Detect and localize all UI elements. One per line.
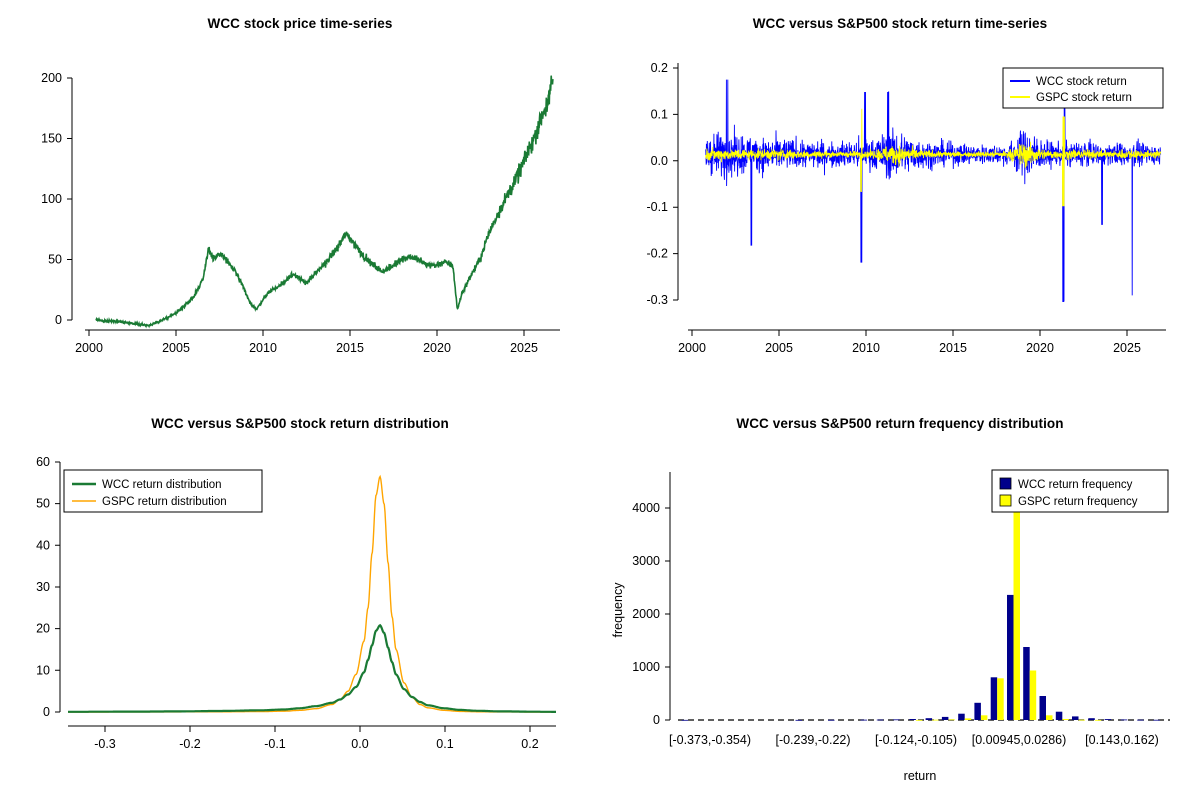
bar-wcc (877, 720, 884, 721)
legend-label-wcc: WCC stock return (1036, 76, 1127, 88)
panel-title-return-freq: WCC versus S&P500 return frequency distribution (736, 416, 1064, 431)
bar-wcc (861, 720, 868, 721)
y-tick-label: 4000 (632, 501, 660, 515)
y-tick-label: 150 (41, 131, 62, 146)
x-tick-label: 0.0 (351, 737, 369, 751)
series-line-wcc-density (68, 625, 556, 712)
bar-gspc (981, 715, 988, 720)
panel-return-frequency (600, 400, 1200, 800)
bar-wcc (682, 720, 689, 721)
x-tick-label: 2010 (249, 341, 277, 355)
x-tick-label: 2000 (75, 341, 103, 355)
bar-group (682, 483, 1160, 721)
bar-wcc (828, 720, 835, 721)
plot-return-timeseries (600, 0, 1200, 400)
y-tick-label: 0.1 (650, 107, 668, 122)
x-tick-label: 2020 (423, 341, 451, 355)
y-tick-label: -0.1 (646, 200, 668, 215)
bar-gspc (1062, 719, 1069, 720)
bar-wcc (991, 677, 998, 720)
x-tick-label: [-0.373,-0.354) (669, 733, 751, 747)
x-tick-label: 2005 (162, 341, 190, 355)
x-tick-label: 0.1 (436, 737, 454, 751)
bar-gspc (1095, 720, 1102, 721)
bar-gspc (1079, 720, 1086, 721)
panel-return-distribution (0, 400, 600, 800)
x-tick-label: 0.2 (521, 737, 539, 751)
bar-wcc (926, 718, 933, 720)
y-tick-label: 20 (36, 621, 50, 636)
bar-wcc (1137, 720, 1144, 721)
bar-wcc (1056, 712, 1063, 720)
x-axis-title: return (903, 769, 937, 783)
bar-gspc (932, 720, 939, 721)
x-tick-label: 2010 (852, 341, 880, 355)
legend-label-gspc: GSPC stock return (1036, 92, 1132, 104)
y-axis-ticks (67, 78, 72, 320)
bar-gspc (948, 719, 955, 720)
y-axis-ticks (673, 68, 678, 300)
series-wcc-returns (706, 80, 1161, 302)
legend-label-gspc: GSPC return frequency (1018, 496, 1138, 508)
y-tick-label: 0 (43, 705, 50, 719)
y-tick-label: 30 (36, 580, 50, 594)
bar-wcc (958, 714, 965, 720)
x-tick-label: 2015 (939, 341, 967, 355)
x-tick-label: 2020 (1026, 341, 1054, 355)
bar-wcc (1121, 720, 1128, 721)
x-tick-label: [-0.239,-0.22) (775, 733, 851, 747)
y-tick-label: 60 (36, 455, 50, 469)
x-tick-label: [-0.124,-0.105) (875, 733, 957, 747)
x-axis-ticks (89, 330, 524, 336)
y-tick-label: 0.0 (650, 153, 668, 168)
y-tick-label: -0.3 (646, 293, 668, 307)
bar-gspc (916, 720, 923, 721)
bar-wcc (909, 719, 916, 720)
legend-label-gspc: GSPC return distribution (102, 496, 227, 508)
panel-title-price: WCC stock price time-series (207, 16, 393, 31)
bar-wcc (1072, 716, 1079, 720)
x-tick-label: [0.00945,0.0286) (971, 733, 1067, 747)
bar-wcc (974, 703, 981, 720)
bar-wcc (942, 717, 949, 720)
bar-gspc (1030, 671, 1037, 721)
panel-return-timeseries (600, 0, 1200, 400)
bar-wcc (1088, 718, 1095, 720)
series-path-wcc-returns (706, 80, 1161, 302)
plot-wcc-price (0, 0, 600, 400)
panel-wcc-price-timeseries (0, 0, 600, 400)
series-line-wcc-price (96, 76, 553, 327)
bar-wcc (1007, 595, 1014, 720)
plot-return-distribution (0, 400, 600, 800)
y-tick-label: 50 (48, 252, 62, 267)
y-tick-label: 1000 (632, 660, 660, 674)
x-tick-label: -0.3 (94, 737, 116, 751)
x-tick-label: 2000 (678, 341, 706, 355)
y-tick-label: -0.2 (646, 246, 668, 261)
x-tick-label: 2025 (1113, 341, 1141, 355)
bar-wcc (1040, 696, 1047, 720)
y-tick-label: 0 (653, 713, 660, 727)
bar-wcc (1153, 720, 1160, 721)
y-tick-label: 50 (36, 496, 50, 511)
x-tick-label: 2005 (765, 341, 793, 355)
x-tick-label: 2015 (336, 341, 364, 355)
plot-return-frequency (600, 400, 1200, 800)
bar-gspc (1014, 483, 1021, 720)
bar-wcc (796, 720, 803, 721)
y-tick-label: 100 (41, 192, 62, 206)
y-axis-title: frequency (611, 582, 625, 638)
x-axis-ticks (692, 330, 1127, 336)
bar-gspc (965, 718, 972, 720)
x-tick-label: [0.143,0.162) (1085, 733, 1159, 747)
bar-gspc (997, 678, 1004, 720)
bar-gspc (1046, 715, 1053, 720)
y-tick-label: 0.2 (650, 61, 668, 75)
y-tick-label: 40 (36, 538, 50, 553)
bar-wcc (1023, 647, 1029, 720)
legend-label-wcc: WCC return frequency (1018, 479, 1133, 491)
legend-label-wcc: WCC return distribution (102, 479, 222, 491)
x-axis-ticks (105, 726, 530, 732)
x-tick-label: -0.1 (264, 737, 286, 751)
panel-title-return-dist: WCC versus S&P500 stock return distribution (151, 416, 449, 431)
panel-title-return-ts: WCC versus S&P500 stock return time-series (752, 16, 1048, 31)
y-tick-label: 10 (36, 663, 50, 678)
y-tick-label: 200 (41, 71, 62, 85)
y-axis-ticks (665, 508, 670, 720)
y-tick-label: 3000 (632, 554, 660, 568)
x-tick-label: 2025 (510, 341, 538, 355)
y-tick-label: 0 (55, 313, 62, 327)
bar-wcc (1105, 719, 1112, 720)
x-tick-label: -0.2 (179, 737, 201, 751)
legend-swatch-gspc (1000, 495, 1011, 506)
legend-swatch-wcc (1000, 478, 1011, 489)
y-axis-ticks (55, 462, 60, 712)
y-tick-label: 2000 (632, 607, 660, 621)
bar-wcc (893, 719, 900, 720)
